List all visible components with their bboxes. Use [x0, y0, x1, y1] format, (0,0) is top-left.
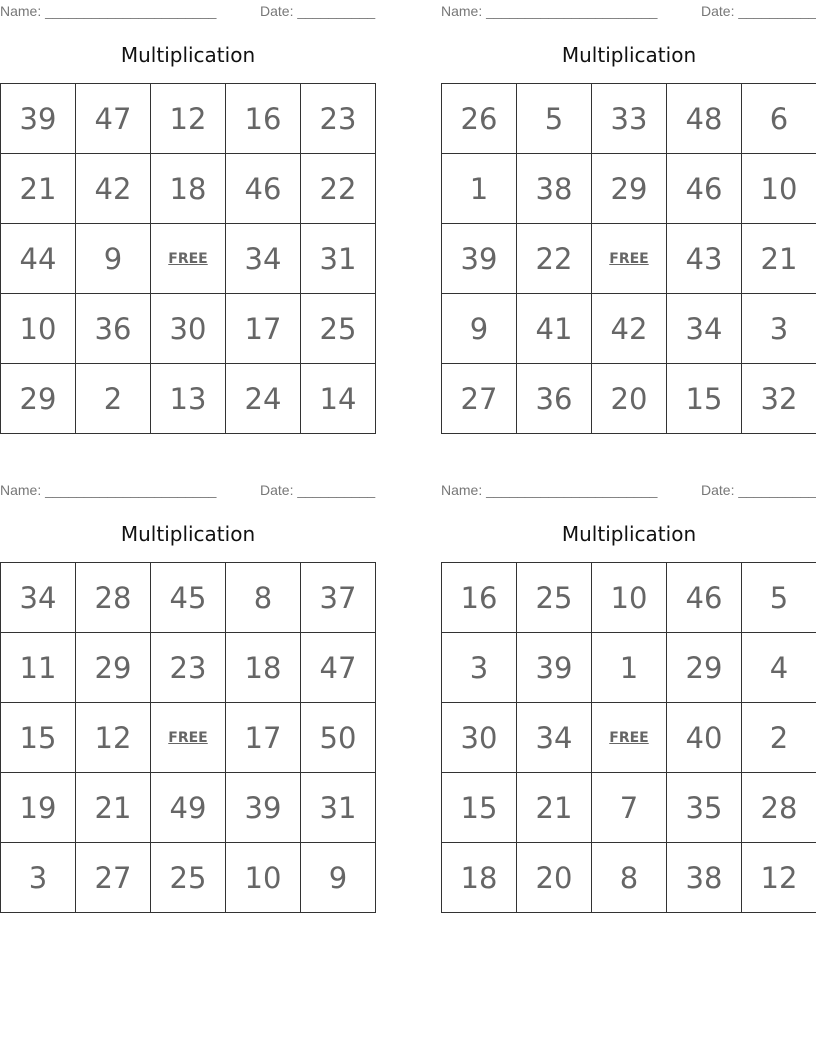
- grid-cell: 20: [592, 364, 667, 434]
- grid-cell: 35: [667, 773, 742, 843]
- grid-cell: 36: [517, 364, 592, 434]
- grid-cell: 6: [742, 84, 816, 154]
- grid-cell: 12: [76, 703, 151, 773]
- grid-cell: 50: [301, 703, 376, 773]
- grid-row: [1, 773, 376, 843]
- grid-cell: 27: [76, 843, 151, 913]
- grid-cell: 15: [667, 364, 742, 434]
- grid-cell: 22: [301, 154, 376, 224]
- grid-cell: 49: [151, 773, 226, 843]
- grid-row: [442, 294, 816, 364]
- grid-cell: 29: [1, 364, 76, 434]
- grid-cell: 28: [742, 773, 816, 843]
- grid-cell: 1: [442, 154, 517, 224]
- date-field-label: Date: __________: [260, 3, 376, 19]
- grid-cell: 9: [442, 294, 517, 364]
- grid-cell: 21: [742, 224, 816, 294]
- grid-row: [1, 703, 376, 773]
- bingo-card-3: [0, 479, 376, 913]
- bingo-card-1: [0, 0, 376, 434]
- grid-cell: 39: [517, 633, 592, 703]
- grid-cell: 5: [517, 84, 592, 154]
- grid-row: [1, 84, 376, 154]
- grid-cell: 12: [151, 84, 226, 154]
- grid-cell: 7: [592, 773, 667, 843]
- grid-row: [1, 633, 376, 703]
- free-space-cell: FREE: [151, 703, 226, 773]
- grid-cell: 34: [226, 224, 301, 294]
- name-field-label: Name: ______________________: [441, 482, 658, 498]
- grid-cell: 29: [592, 154, 667, 224]
- grid-cell: 40: [667, 703, 742, 773]
- bingo-card-4: [441, 479, 816, 913]
- grid-cell: 44: [1, 224, 76, 294]
- grid-cell: 34: [667, 294, 742, 364]
- grid-cell: 20: [517, 843, 592, 913]
- grid-cell: 10: [742, 154, 816, 224]
- name-field-label: Name: ______________________: [0, 482, 217, 498]
- grid-cell: 24: [226, 364, 301, 434]
- grid-cell: 46: [226, 154, 301, 224]
- grid-cell: 41: [517, 294, 592, 364]
- grid-cell: 18: [442, 843, 517, 913]
- bingo-card-2: [441, 0, 816, 434]
- grid-cell: 34: [517, 703, 592, 773]
- grid-cell: 47: [301, 633, 376, 703]
- grid-cell: 14: [301, 364, 376, 434]
- grid-cell: 43: [667, 224, 742, 294]
- grid-cell: 38: [667, 843, 742, 913]
- grid-cell: 36: [76, 294, 151, 364]
- grid-cell: 3: [1, 843, 76, 913]
- grid-cell: 32: [742, 364, 816, 434]
- grid-cell: 26: [442, 84, 517, 154]
- grid-cell: 39: [226, 773, 301, 843]
- grid-cell: 21: [517, 773, 592, 843]
- grid-row: [442, 563, 816, 633]
- grid-cell: 10: [226, 843, 301, 913]
- grid-cell: 15: [442, 773, 517, 843]
- grid-cell: 30: [151, 294, 226, 364]
- grid-cell: 10: [592, 563, 667, 633]
- grid-row: [442, 84, 816, 154]
- grid-cell: 21: [1, 154, 76, 224]
- grid-cell: 2: [742, 703, 816, 773]
- grid-cell: 4: [742, 633, 816, 703]
- card-header: [441, 481, 816, 499]
- grid-cell: 30: [442, 703, 517, 773]
- grid-cell: 27: [442, 364, 517, 434]
- grid-cell: 2: [76, 364, 151, 434]
- grid-cell: 8: [592, 843, 667, 913]
- grid-cell: 18: [226, 633, 301, 703]
- free-space-cell: FREE: [592, 224, 667, 294]
- grid-cell: 3: [742, 294, 816, 364]
- card-title: Multiplication: [561, 43, 697, 67]
- grid-cell: 5: [742, 563, 816, 633]
- grid-cell: 17: [226, 294, 301, 364]
- free-space-cell: FREE: [592, 703, 667, 773]
- grid-cell: 15: [1, 703, 76, 773]
- grid-cell: 31: [301, 773, 376, 843]
- bingo-grid: [441, 562, 816, 913]
- grid-row: [1, 843, 376, 913]
- grid-row: [1, 364, 376, 434]
- grid-cell: 42: [76, 154, 151, 224]
- grid-cell: 25: [151, 843, 226, 913]
- grid-row: [442, 843, 816, 913]
- grid-row: [442, 773, 816, 843]
- grid-cell: 8: [226, 563, 301, 633]
- grid-cell: 48: [667, 84, 742, 154]
- grid-cell: 12: [742, 843, 816, 913]
- grid-cell: 28: [76, 563, 151, 633]
- grid-cell: 10: [1, 294, 76, 364]
- grid-cell: 16: [442, 563, 517, 633]
- grid-cell: 18: [151, 154, 226, 224]
- grid-cell: 45: [151, 563, 226, 633]
- card-title: Multiplication: [120, 43, 256, 67]
- grid-cell: 22: [517, 224, 592, 294]
- grid-cell: 46: [667, 563, 742, 633]
- card-title: Multiplication: [561, 522, 697, 546]
- grid-row: [1, 563, 376, 633]
- grid-cell: 38: [517, 154, 592, 224]
- date-field-label: Date: __________: [701, 3, 816, 19]
- grid-row: [442, 224, 816, 294]
- grid-cell: 23: [301, 84, 376, 154]
- name-field-label: Name: ______________________: [441, 3, 658, 19]
- grid-row: [1, 224, 376, 294]
- bingo-grid: [0, 83, 376, 434]
- grid-cell: 17: [226, 703, 301, 773]
- card-header: [441, 2, 816, 20]
- grid-cell: 19: [1, 773, 76, 843]
- grid-cell: 13: [151, 364, 226, 434]
- grid-cell: 29: [667, 633, 742, 703]
- date-field-label: Date: __________: [701, 482, 816, 498]
- grid-cell: 11: [1, 633, 76, 703]
- grid-row: [1, 294, 376, 364]
- bingo-grid: [441, 83, 816, 434]
- date-field-label: Date: __________: [260, 482, 376, 498]
- grid-cell: 47: [76, 84, 151, 154]
- grid-cell: 31: [301, 224, 376, 294]
- grid-cell: 34: [1, 563, 76, 633]
- name-field-label: Name: ______________________: [0, 3, 217, 19]
- grid-cell: 23: [151, 633, 226, 703]
- grid-cell: 29: [76, 633, 151, 703]
- grid-cell: 3: [442, 633, 517, 703]
- grid-cell: 25: [517, 563, 592, 633]
- grid-cell: 9: [301, 843, 376, 913]
- grid-cell: 1: [592, 633, 667, 703]
- grid-cell: 46: [667, 154, 742, 224]
- bingo-grid: [0, 562, 376, 913]
- free-space-cell: FREE: [151, 224, 226, 294]
- grid-row: [442, 154, 816, 224]
- grid-cell: 39: [1, 84, 76, 154]
- grid-cell: 16: [226, 84, 301, 154]
- grid-row: [442, 703, 816, 773]
- card-header: [0, 481, 376, 499]
- grid-cell: 33: [592, 84, 667, 154]
- grid-row: [442, 364, 816, 434]
- grid-cell: 21: [76, 773, 151, 843]
- card-title: Multiplication: [120, 522, 256, 546]
- grid-cell: 37: [301, 563, 376, 633]
- grid-cell: 42: [592, 294, 667, 364]
- grid-cell: 25: [301, 294, 376, 364]
- grid-cell: 9: [76, 224, 151, 294]
- grid-row: [442, 633, 816, 703]
- grid-cell: 39: [442, 224, 517, 294]
- grid-row: [1, 154, 376, 224]
- card-header: [0, 2, 376, 20]
